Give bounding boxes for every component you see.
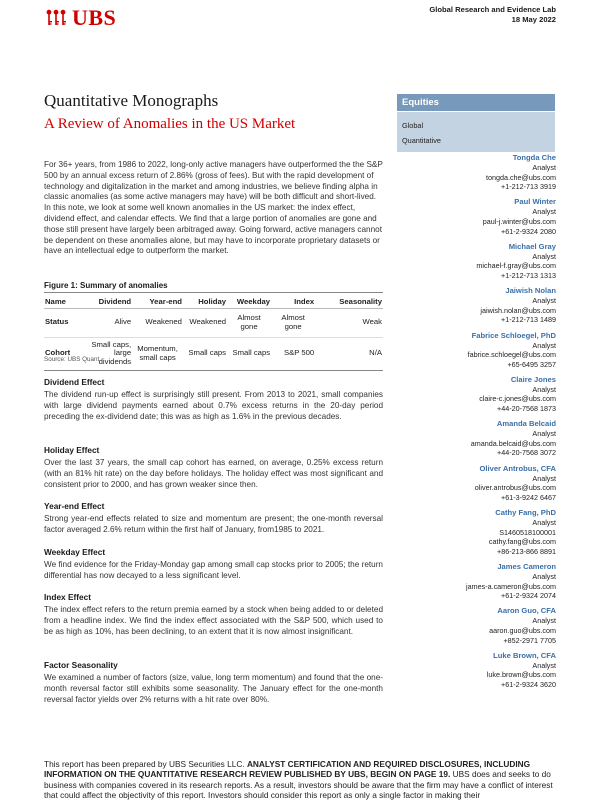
research-group: Global Research and Evidence Lab bbox=[429, 5, 556, 14]
table-cell: Almost gone bbox=[227, 308, 271, 337]
report-date: 18 May 2022 bbox=[511, 15, 556, 24]
table-cell: Weak bbox=[315, 308, 383, 337]
analyst-email: paul-j.winter@ubs.com bbox=[482, 216, 556, 226]
analyst-role: Analyst bbox=[532, 207, 556, 217]
analyst-phone: +61-2-9324 2074 bbox=[501, 591, 556, 601]
analyst-card bbox=[356, 651, 556, 690]
analyst-card bbox=[356, 606, 556, 645]
analyst-role: Analyst bbox=[532, 616, 556, 626]
analyst-phone: +1-212-713 1313 bbox=[501, 270, 556, 280]
analyst-name: Cathy Fang, PhD bbox=[495, 508, 556, 517]
analyst-name: Paul Winter bbox=[514, 197, 556, 207]
brand-name: UBS bbox=[72, 5, 117, 30]
disclaimer bbox=[44, 759, 556, 800]
figure-source: Source: UBS Quant bbox=[44, 356, 100, 363]
analyst-name: Fabrice Schloegel, PhD bbox=[471, 330, 556, 340]
table-cell: Status bbox=[44, 308, 88, 337]
analyst-role: Analyst bbox=[532, 429, 556, 439]
section-heading: Dividend Effect bbox=[44, 377, 105, 387]
table-cell: Alive bbox=[88, 308, 132, 337]
analyst-email: james-a.cameron@ubs.com bbox=[466, 581, 556, 591]
report-meta bbox=[429, 5, 556, 25]
analyst-email: fabrice.schloegel@ubs.com bbox=[467, 350, 556, 360]
table-row bbox=[44, 337, 383, 370]
analyst-phone: +1-212-713 1489 bbox=[501, 315, 556, 325]
sidebar-tag: Quantitative bbox=[402, 136, 441, 145]
analyst-phone: +86-213-866 8891 bbox=[497, 546, 556, 556]
analyst-role: Analyst bbox=[532, 296, 556, 306]
analyst-card bbox=[356, 562, 556, 601]
analyst-card bbox=[356, 464, 556, 503]
analyst-role: Analyst bbox=[532, 384, 556, 394]
analyst-email: luke.brown@ubs.com bbox=[486, 670, 556, 680]
section-weekday-effect bbox=[44, 547, 383, 582]
section-body: The index effect refers to the return premia earned by a stock when being added to or deleted from a headline index. We find the index effect associated with the S&P 500, which used to be as high as 10%, has been declining, to an extent that it is now almost insignificant. bbox=[44, 605, 383, 636]
table-cell: Small caps bbox=[183, 337, 227, 370]
analyst-name: Tongda Che bbox=[512, 153, 556, 162]
analyst-card bbox=[356, 375, 556, 414]
analyst-email: cathy.fang@ubs.com bbox=[488, 537, 556, 547]
table-header: Year-end bbox=[149, 296, 182, 306]
analyst-name: James Cameron bbox=[497, 561, 556, 571]
disclaimer-intro: This report has been prepared by UBS Securities LLC. bbox=[44, 759, 245, 769]
sidebar-tag: Global bbox=[402, 121, 424, 130]
table-cell: Small caps, large dividends bbox=[88, 337, 132, 370]
analyst-name: Oliver Antrobus, CFA bbox=[479, 463, 556, 473]
section-holiday-effect bbox=[44, 445, 383, 490]
analyst-role: Analyst bbox=[532, 518, 556, 527]
analyst-name: Aaron Guo, CFA bbox=[497, 606, 556, 616]
analyst-email: aaron.guo@ubs.com bbox=[489, 625, 556, 635]
section-dividend-effect bbox=[44, 377, 383, 422]
analyst-registration-id: S1460518100001 bbox=[499, 527, 556, 537]
analyst-card bbox=[356, 242, 556, 281]
analyst-role: Analyst bbox=[532, 660, 556, 670]
analyst-phone: +61-2-9324 3620 bbox=[501, 679, 556, 689]
table-cell: Weakened bbox=[183, 308, 227, 337]
table-cell: Momentum, small caps bbox=[132, 337, 183, 370]
analyst-email: claire-c.jones@ubs.com bbox=[479, 394, 556, 404]
section-heading: Year-end Effect bbox=[44, 501, 105, 511]
sidebar-section-header: Equities bbox=[397, 94, 555, 111]
table-header: Dividend bbox=[98, 296, 132, 306]
table-header: Index bbox=[294, 296, 315, 306]
analyst-role: Analyst bbox=[532, 340, 556, 350]
analyst-role: Analyst bbox=[532, 473, 556, 483]
analyst-phone: +44-20-7568 3072 bbox=[497, 448, 556, 458]
analyst-phone: +44-20-7568 1873 bbox=[497, 404, 556, 414]
analyst-email: jaiwish.nolan@ubs.com bbox=[480, 305, 556, 315]
table-cell: Weakened bbox=[132, 308, 183, 337]
disclaimer-body: UBS does and seeks to do business with companies covered in its research reports. As a result, investors should be aware that the firm may have a conflict of interest that could affect the objectivity of this report. Investors should consider this report as only a single factor in making their bbox=[44, 769, 553, 800]
section-body: The dividend run-up effect is surprisingly still present. From 2013 to 2021, small companies with large dividend payments earned about 0.7% excess returns in the 20-day period preceding the ex-dividend date; this was as high as 1.6% in the previous decades. bbox=[44, 390, 383, 421]
table-cell: S&P 500 bbox=[271, 337, 315, 370]
table-cell: Almost gone bbox=[271, 308, 315, 337]
table-header: Name bbox=[45, 296, 66, 306]
analyst-card bbox=[356, 508, 556, 556]
table-header: Holiday bbox=[198, 296, 227, 306]
report-title: Quantitative Monographs bbox=[44, 91, 219, 110]
analyst-card bbox=[356, 331, 556, 370]
analyst-name: Amanda Belcaid bbox=[496, 419, 556, 429]
table-header-row bbox=[44, 295, 383, 308]
figure-title: Figure 1: Summary of anomalies bbox=[44, 281, 168, 290]
section-year-end-effect bbox=[44, 501, 383, 536]
section-heading: Holiday Effect bbox=[44, 445, 100, 455]
table-header: Seasonality bbox=[339, 296, 382, 306]
ubs-logo bbox=[44, 5, 116, 31]
analyst-card bbox=[356, 419, 556, 458]
figure-divider bbox=[44, 292, 383, 293]
analyst-card bbox=[356, 153, 556, 192]
table-cell: Small caps bbox=[227, 337, 271, 370]
section-body: Over the last 37 years, the small cap cohort has earned, on average, 0.25% excess return (with an 81% hit rate) on the day before holidays. The holiday effect was most significant and consistent prior to 2000, and has grown weaker since then. bbox=[44, 458, 383, 489]
keys-icon bbox=[44, 9, 68, 27]
analyst-name: Luke Brown, CFA bbox=[493, 650, 556, 660]
table-row bbox=[44, 308, 383, 337]
analyst-name: Michael Gray bbox=[508, 241, 556, 251]
section-body: We examined a number of factors (size, value, long term momentum) and found that the one-month reversal factor still exhibits some seasonality. The January effect for the one-month reversal factor yields over 2% returns with a hit rate over 80%. bbox=[44, 673, 383, 704]
analyst-role: Analyst bbox=[532, 251, 556, 261]
section-body: We find evidence for the Friday-Monday gap among small cap stocks prior to 2005; the return differential has now decayed to a less significant level. bbox=[44, 560, 383, 580]
analyst-email: oliver.antrobus@ubs.com bbox=[474, 483, 556, 493]
section-heading: Weekday Effect bbox=[44, 547, 106, 557]
report-subtitle: A Review of Anomalies in the US Market bbox=[44, 116, 296, 132]
section-heading: Index Effect bbox=[44, 592, 92, 602]
analyst-phone: +61-3-9242 6467 bbox=[501, 492, 556, 502]
table-cell: N/A bbox=[315, 337, 383, 370]
section-factor-seasonality bbox=[44, 660, 383, 705]
table-header: Weekday bbox=[236, 296, 271, 306]
analyst-list bbox=[356, 153, 556, 695]
analyst-card bbox=[356, 286, 556, 325]
section-body: Strong year-end effects related to size and momentum are present; the one-month reversal factor averaged 2.6% return within the first half of January, from1985 to 2021. bbox=[44, 514, 383, 534]
analyst-phone: +61-2-9324 2080 bbox=[501, 226, 556, 236]
analyst-card bbox=[356, 197, 556, 236]
analyst-email: amanda.belcaid@ubs.com bbox=[470, 438, 556, 448]
analyst-email: michael-f.gray@ubs.com bbox=[476, 261, 556, 271]
analyst-name: Jaiwish Nolan bbox=[505, 286, 556, 296]
sidebar-tags bbox=[397, 112, 555, 152]
analyst-name: Claire Jones bbox=[510, 374, 556, 384]
analyst-phone: +852-2971 7705 bbox=[503, 635, 556, 645]
analyst-phone: +65-6495 3257 bbox=[507, 359, 556, 369]
table-cell: Cohort bbox=[44, 337, 88, 370]
intro-paragraph: For 36+ years, from 1986 to 2022, long-only active managers have outperformed the the S&P 500 by an annual excess return of 2.86% (gross of fees). But with the rapid development of technology and digitalization in the market and among industries, we believe finding alpha in classic anomalies (as some active managers may have) will be both difficult and short-lived. In this note, we look at some well known anomalies in the US market: the index effect, dividend effect, and calendar effects. We find that a large portion of anomalies are gone and those still present have largely been arbitraged away. Going forward, active managers cannot be dependent on these anomalies alone, but may have to incorporate proprietary datasets or have an intellectual edge to outperform the market. bbox=[44, 160, 383, 256]
analyst-role: Analyst bbox=[532, 163, 556, 172]
analyst-email: tongda.che@ubs.com bbox=[485, 172, 556, 182]
disclaimer-certification: ANALYST CERTIFICATION AND REQUIRED DISCLOSURES, INCLUDING INFORMATION ON THE QUANTITATIVE RESEARCH REVIEW PUBLISHED BY UBS, BEGIN ON PAGE 19. bbox=[44, 759, 531, 780]
section-index-effect bbox=[44, 592, 383, 637]
analyst-phone: +1-212-713 3919 bbox=[501, 182, 556, 192]
analyst-role: Analyst bbox=[532, 571, 556, 581]
section-heading: Factor Seasonality bbox=[44, 660, 118, 670]
